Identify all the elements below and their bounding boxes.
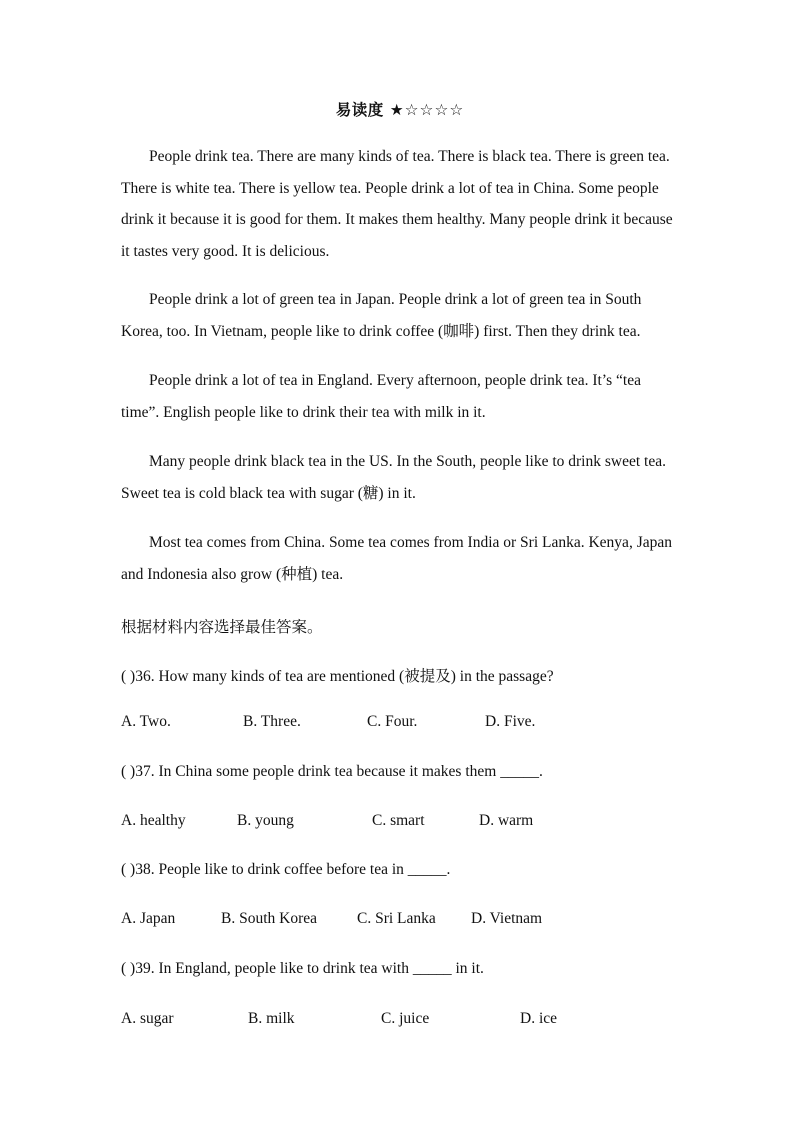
passage-paragraph-4: Many people drink black tea in the US. In the South, people like to drink sweet tea. Sweet tea is cold black tea with sugar (糖) in it. [121,453,666,502]
option-d: D. Five. [485,713,536,730]
option-b: B. milk [248,1010,295,1027]
option-c: C. smart [372,812,425,829]
option-b: B. Three. [243,713,301,730]
instruction-text: 根据材料内容选择最佳答案。 [121,619,323,636]
readability-title [0,98,800,120]
option-c: C. Four. [367,713,418,730]
question-37-stem: ( )37. In China some people drink tea because it makes them _____. [121,763,543,780]
passage-paragraph-5: Most tea comes from China. Some tea comes from India or Sri Lanka. Kenya, Japan and Indonesia also grow (种植) tea. [121,534,672,583]
option-d: D. Vietnam [471,910,543,927]
readability-stars: ★☆☆☆☆ [389,102,465,119]
passage-paragraph-2: People drink a lot of green tea in Japan. People drink a lot of green tea in South Korea, too. In Vietnam, people like to drink coffee (咖啡) first. Then they drink tea. [121,291,642,340]
option-a: A. Two. [121,713,171,730]
passage-paragraph-3: People drink a lot of tea in England. Every afternoon, people drink tea. It’s “tea time”. English people like to drink their tea with milk in it. [121,372,641,421]
option-a: A. healthy [121,812,186,829]
option-c: C. Sri Lanka [357,910,436,927]
option-d: D. warm [479,812,534,829]
option-d: D. ice [520,1010,558,1027]
option-c: C. juice [381,1010,430,1027]
question-36-stem: ( )36. How many kinds of tea are mentioned (被提及) in the passage? [121,668,554,685]
readability-label: 易读度 [335,102,384,119]
option-a: A. sugar [121,1010,174,1027]
option-b: B. young [237,812,294,829]
question-39-stem: ( )39. In England, people like to drink tea with _____ in it. [121,960,484,977]
passage-paragraph-1: People drink tea. There are many kinds of tea. There is black tea. There is green tea. There is white tea. There is yellow tea. People drink a lot of tea in China. Some people drink it because it is good for them. It makes them healthy. Many people drink it because it tastes very good. It is delicious. [121,148,673,260]
question-38-stem: ( )38. People like to drink coffee before tea in _____. [121,861,451,878]
option-b: B. South Korea [221,910,318,927]
option-a: A. Japan [121,910,176,927]
